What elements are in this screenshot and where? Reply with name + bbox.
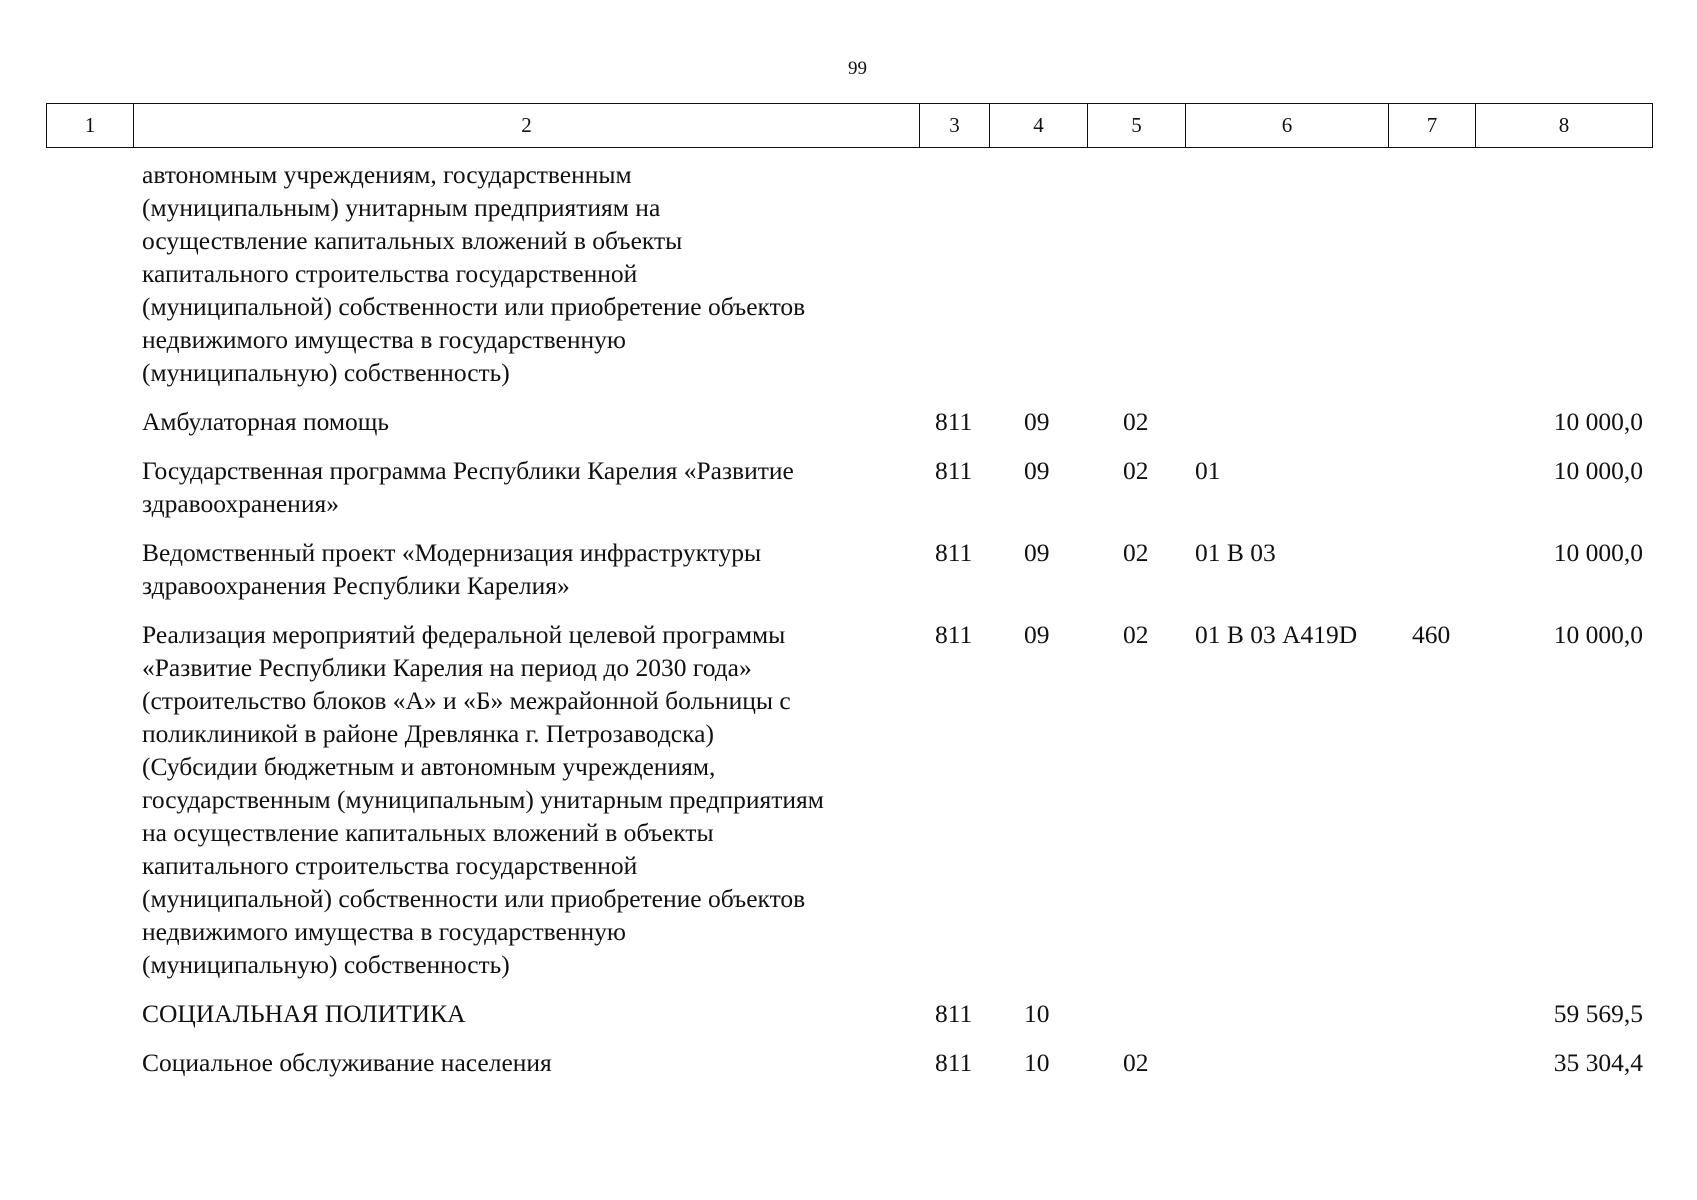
column-header-8: 8 xyxy=(1476,104,1653,148)
column-header-5: 5 xyxy=(1088,104,1186,148)
row-target-item-code: 01 В 03 xyxy=(1195,538,1276,567)
row-expense-type-code: 460 xyxy=(1412,620,1451,649)
row-target-item-code: 01 В 03 А419D xyxy=(1195,620,1358,649)
column-header-1: 1 xyxy=(47,104,134,148)
row-name: Ведомственный проект «Модернизация инфраструктуры здравоохранения Республики Карелия» xyxy=(142,538,762,600)
column-header-table xyxy=(46,103,1653,148)
row-amount: 10 000,0 xyxy=(1553,620,1643,649)
row-name: Государственная программа Республики Карелия «Развитие здравоохранения» xyxy=(142,456,794,518)
row-name: Амбулаторная помощь xyxy=(142,407,390,436)
table-row xyxy=(0,454,1697,520)
row-subsection-code: 02 xyxy=(1123,1048,1149,1077)
row-section-code: 09 xyxy=(1024,456,1050,485)
row-ministry-code: 811 xyxy=(935,620,973,649)
table-row xyxy=(0,618,1697,981)
row-section-code: 09 xyxy=(1024,407,1050,436)
row-name: СОЦИАЛЬНАЯ ПОЛИТИКА xyxy=(142,999,466,1028)
row-amount: 10 000,0 xyxy=(1553,456,1643,485)
table-body xyxy=(0,158,1697,1095)
row-ministry-code: 811 xyxy=(935,999,973,1028)
table-row xyxy=(0,997,1697,1030)
row-name: автономным учреждениям, государственным (муниципальным) унитарным предприятиям на осуществление капитальных вложений в объекты капитального строительства государственной (муниципальной) собственности или приобретение объектов недвижимого имущества в государственную (муниципальную) собственность) xyxy=(142,160,806,387)
row-ministry-code: 811 xyxy=(935,456,973,485)
row-subsection-code: 02 xyxy=(1123,620,1149,649)
row-target-item-code: 01 xyxy=(1195,456,1221,485)
row-ministry-code: 811 xyxy=(935,538,973,567)
row-amount: 59 569,5 xyxy=(1553,999,1643,1028)
row-ministry-code: 811 xyxy=(935,407,973,436)
row-section-code: 10 xyxy=(1024,999,1050,1028)
row-section-code: 10 xyxy=(1024,1048,1050,1077)
column-header-7: 7 xyxy=(1389,104,1476,148)
table-row xyxy=(0,158,1697,389)
column-header-3: 3 xyxy=(920,104,990,148)
row-ministry-code: 811 xyxy=(935,1048,973,1077)
row-name: Социальное обслуживание населения xyxy=(142,1048,552,1077)
column-header-4: 4 xyxy=(990,104,1088,148)
column-header-6: 6 xyxy=(1186,104,1389,148)
row-amount: 35 304,4 xyxy=(1553,1048,1643,1077)
row-amount: 10 000,0 xyxy=(1553,538,1643,567)
row-subsection-code: 02 xyxy=(1123,456,1149,485)
table-row xyxy=(0,536,1697,602)
row-name: Реализация мероприятий федеральной целевой программы «Развитие Республики Карелия на период до 2030 года» (строительство блоков «А» и «Б» межрайонной больницы с поликлиникой в районе Древлянка г. Петрозаводска) (Субсидии бюджетным и автономным учреждениям, государственным (муниципальным) унитарным предприятиям на осуществление капитальных вложений в объекты капитального строительства государственной (муниципальной) собственности или приобретение объектов недвижимого имущества в государственную (муниципальную) собственность) xyxy=(142,620,824,979)
row-section-code: 09 xyxy=(1024,620,1050,649)
row-section-code: 09 xyxy=(1024,538,1050,567)
row-subsection-code: 02 xyxy=(1123,538,1149,567)
page-number: 99 xyxy=(848,58,867,79)
row-amount: 10 000,0 xyxy=(1553,407,1643,436)
column-header-2: 2 xyxy=(134,104,920,148)
table-row xyxy=(0,405,1697,438)
table-row xyxy=(0,1046,1697,1079)
row-subsection-code: 02 xyxy=(1123,407,1149,436)
